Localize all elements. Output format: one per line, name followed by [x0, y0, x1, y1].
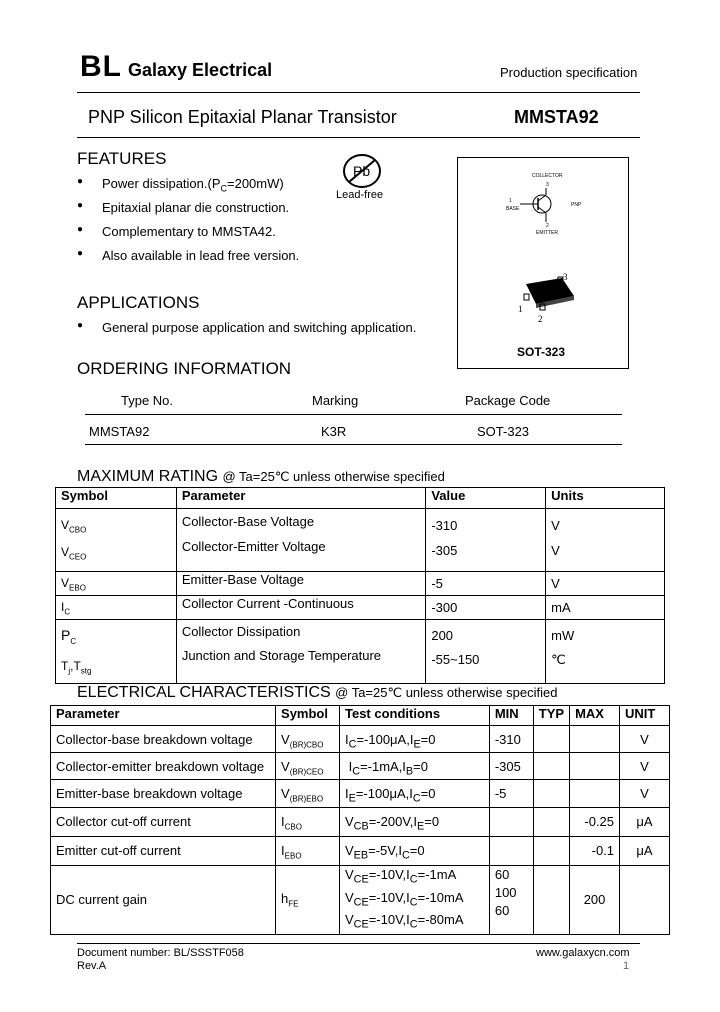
applications-heading: APPLICATIONS	[77, 293, 200, 312]
table-row	[51, 808, 670, 837]
list-item: ● Epitaxial planar die construction.	[102, 200, 289, 215]
svg-text:COLLECTOR: COLLECTOR	[532, 173, 563, 179]
part-number: MMSTA92	[514, 107, 599, 127]
max-cell: -0.25	[570, 808, 620, 837]
unit-cell: mW	[551, 627, 575, 643]
table-row	[51, 866, 670, 935]
table-row	[51, 837, 670, 866]
unit-cell: V	[620, 753, 670, 780]
value-cell: -5	[426, 571, 546, 595]
symbol-cell: $V_{EBO}$	[56, 571, 177, 595]
max-rating-title	[77, 468, 445, 486]
header-rule	[77, 92, 640, 93]
typ-cell	[533, 753, 569, 780]
ordering-col-package: Package Code	[465, 393, 551, 408]
table-header: Parameter	[176, 488, 426, 509]
symbol-cell: $V_{CEO}$	[61, 545, 87, 562]
parameter-cell: Emitter-Base Voltage	[176, 571, 426, 595]
condition-cell: $I_C=-1mA,I_B=0$	[339, 753, 489, 780]
elec-title	[77, 684, 557, 702]
table-header: TYP	[533, 706, 569, 726]
footer-website: www.galaxycn.com	[536, 947, 630, 959]
unit-cell: mA	[546, 595, 665, 619]
doc-title: PNP Silicon Epitaxial Planar Transistor	[88, 107, 397, 127]
min-cell: 60 100 60	[489, 866, 533, 935]
parameter-cell: Collector Current -Continuous	[176, 595, 426, 619]
svg-text:PNP: PNP	[571, 202, 582, 208]
list-item: ● General purpose application and switching application.	[102, 320, 416, 335]
min-cell	[489, 808, 533, 837]
condition-cell: $V_{CB}=-200V,I_E=0$	[339, 808, 489, 837]
table-header: MAX	[570, 706, 620, 726]
parameter-cell: Collector-Emitter Voltage	[181, 539, 326, 554]
ordering-package-value: SOT-323	[477, 424, 530, 439]
svg-text:BASE: BASE	[506, 206, 520, 212]
unit-cell: V	[546, 571, 665, 595]
table-header: Units	[546, 488, 665, 509]
typ-cell	[533, 808, 569, 837]
min-cell: -5	[489, 780, 533, 808]
svg-text:2: 2	[538, 314, 543, 324]
symbol-cell: $V_{CBO}$	[61, 518, 87, 535]
symbol-cell: $h_{FE}$	[276, 866, 340, 935]
table-header: Test conditions	[339, 706, 489, 726]
condition-cell: $I_C=-100\mu A,I_E=0$	[339, 726, 489, 753]
company-name: Galaxy Electrical	[128, 60, 273, 80]
svg-text:Pb: Pb	[353, 163, 371, 179]
svg-text:1: 1	[518, 304, 523, 314]
table-row	[51, 780, 670, 808]
unit-cell: ℃	[551, 651, 566, 667]
list-item: ● Also available in lead free version.	[102, 248, 299, 263]
list-item: ● Complementary to MMSTA42.	[102, 224, 276, 239]
condition-cell: $V_{CE}=-10V,I_C=-1mA$ $V_{CE}=-10V,I_C=-10mA$ $V_{CE}=-10V,I_C=-80mA$	[339, 866, 489, 935]
table-row	[51, 726, 670, 753]
max-rating-table	[55, 487, 665, 684]
brand-logo: BL	[80, 50, 122, 83]
value-cell: -300	[426, 595, 546, 619]
table-header: Symbol	[56, 488, 177, 509]
ordering-rule-bottom	[85, 444, 622, 445]
symbol-cell: $P_C$	[61, 626, 77, 646]
svg-text:1: 1	[509, 198, 512, 204]
elec-heading: ELECTRICAL CHARACTERISTICS	[77, 684, 331, 701]
footer-rule	[77, 943, 640, 944]
unit-cell: V	[620, 780, 670, 808]
symbol-cell: $I_{EBO}$	[276, 837, 340, 866]
symbol-cell: $T_j,T_{stg}$	[61, 658, 92, 675]
ordering-col-marking: Marking	[312, 393, 359, 408]
unit-cell: V	[551, 543, 560, 558]
sot323-package-icon	[512, 270, 582, 326]
typ-cell	[533, 837, 569, 866]
svg-text:3: 3	[546, 182, 549, 188]
transistor-symbol-icon	[500, 168, 600, 240]
symbol-cell: $I_{CBO}$	[276, 808, 340, 837]
symbol-cell: $V_{(BR)EBO}$	[276, 780, 340, 808]
min-cell	[489, 837, 533, 866]
condition-cell: $I_E=-100\mu A,I_C=0$	[339, 780, 489, 808]
ordering-marking-value: K3R	[321, 424, 347, 439]
lead-free-label: Lead-free	[336, 189, 384, 201]
ordering-rule	[85, 414, 622, 415]
parameter-cell: Collector Dissipation	[181, 623, 301, 639]
package-name: SOT-323	[517, 345, 566, 359]
unit-cell	[620, 866, 670, 935]
symbol-cell: $I_C$	[56, 595, 177, 619]
max-rating-condition: @ Ta=25℃ unless otherwise specified	[222, 469, 445, 484]
ordering-type-value: MMSTA92	[89, 424, 150, 439]
parameter-cell: Collector-emitter breakdown voltage	[51, 753, 276, 780]
elec-condition: @ Ta=25℃ unless otherwise specified	[335, 685, 558, 700]
max-cell	[570, 726, 620, 753]
condition-cell: $V_{EB}=-5V,I_C=0$	[339, 837, 489, 866]
min-cell: -310	[489, 726, 533, 753]
parameter-cell: Collector-base breakdown voltage	[51, 726, 276, 753]
ordering-col-type: Type No.	[121, 393, 174, 408]
value-cell: -55~150	[431, 651, 480, 667]
typ-cell	[533, 726, 569, 753]
svg-text:EMITTER: EMITTER	[536, 230, 558, 236]
max-cell	[570, 753, 620, 780]
features-heading: FEATURES	[77, 149, 167, 168]
footer-page-number: 1	[623, 960, 630, 972]
max-cell: 200	[570, 866, 620, 935]
table-header: MIN	[489, 706, 533, 726]
unit-cell: μA	[620, 808, 670, 837]
lead-free-icon	[341, 152, 383, 190]
table-row	[56, 595, 665, 619]
footer-doc-number: Document number: BL/SSSTF058	[77, 947, 244, 959]
parameter-cell: Emitter-base breakdown voltage	[51, 780, 276, 808]
max-cell: -0.1	[570, 837, 620, 866]
table-header: Parameter	[51, 706, 276, 726]
unit-cell: V	[551, 518, 560, 533]
unit-cell: V	[620, 726, 670, 753]
symbol-cell: $V_{(BR)CBO}$	[276, 726, 340, 753]
elec-rows	[51, 726, 670, 935]
typ-cell	[533, 866, 569, 935]
table-row	[56, 619, 665, 683]
table-header: Symbol	[276, 706, 340, 726]
max-cell	[570, 780, 620, 808]
elec-table	[50, 705, 670, 935]
max-rating-heading: MAXIMUM RATING	[77, 468, 219, 485]
parameter-cell: Junction and Storage Temperature	[181, 647, 382, 663]
title-rule	[77, 137, 640, 138]
table-header: UNIT	[620, 706, 670, 726]
parameter-cell: Emitter cut-off current	[51, 837, 276, 866]
unit-cell: μA	[620, 837, 670, 866]
list-item: ● Power $dissipation.(P_C=200mW)$	[102, 176, 284, 194]
symbol-cell: $V_{(BR)CEO}$	[276, 753, 340, 780]
value-cell: -310	[431, 518, 458, 533]
svg-text:2: 2	[546, 223, 549, 229]
table-row	[56, 509, 665, 572]
table-row	[56, 571, 665, 595]
parameter-cell: DC current gain	[51, 866, 276, 935]
svg-text:3: 3	[563, 272, 568, 282]
typ-cell	[533, 780, 569, 808]
min-cell: -305	[489, 753, 533, 780]
parameter-cell: Collector-Base Voltage	[181, 514, 315, 529]
value-cell: -305	[431, 543, 458, 558]
spec-label: Production specification	[500, 65, 638, 80]
table-row	[51, 753, 670, 780]
ordering-heading: ORDERING INFORMATION	[77, 359, 292, 378]
footer-revision: Rev.A	[77, 960, 107, 972]
parameter-cell: Collector cut-off current	[51, 808, 276, 837]
table-header: Value	[426, 488, 546, 509]
value-cell: 200	[431, 627, 454, 643]
